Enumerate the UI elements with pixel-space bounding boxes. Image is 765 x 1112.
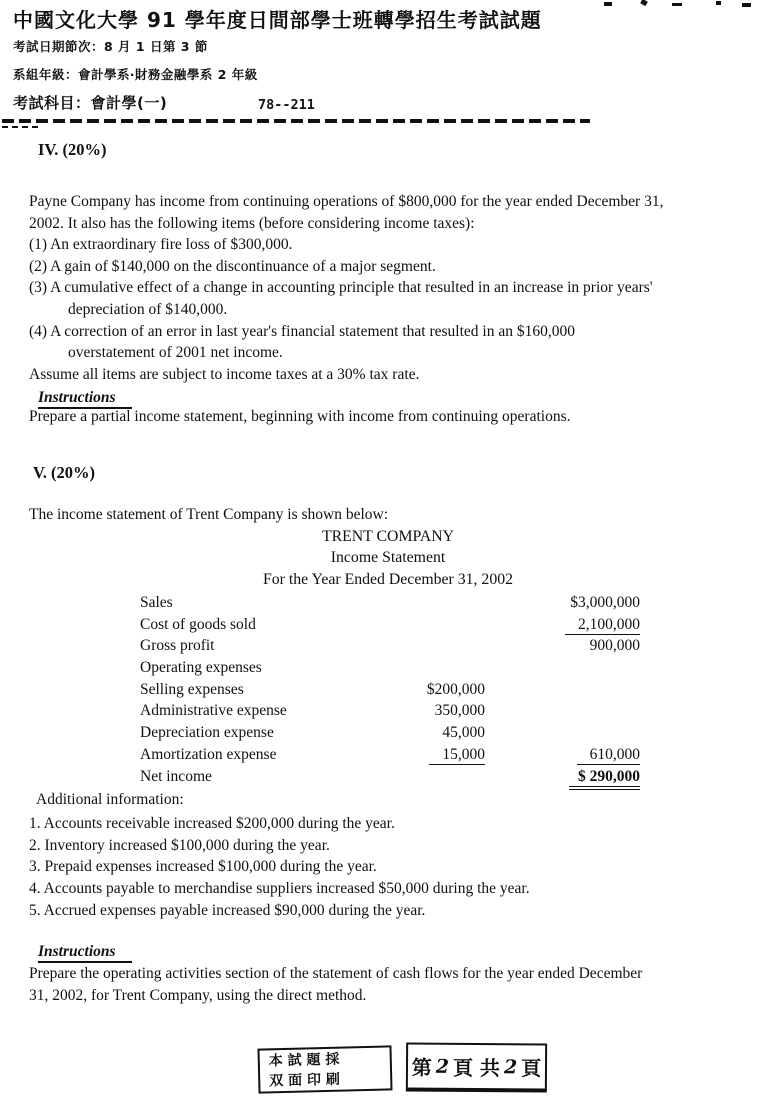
row-label: Operating expenses xyxy=(140,659,262,677)
row-label: Sales xyxy=(140,594,173,611)
page-number-stamp xyxy=(406,1043,547,1093)
income-statement-table xyxy=(140,594,640,789)
text-line: (3) A cumulative effect of a change in accounting principle that resulted in an increase in prior years' xyxy=(29,279,653,297)
page-label-prefix: 第 xyxy=(411,1055,432,1080)
text-line: Prepare the operating activities section of the statement of cash flows for the year ended December xyxy=(29,965,643,982)
table-row xyxy=(140,681,640,703)
table-row xyxy=(140,746,640,768)
text-line: depreciation of $140,000. xyxy=(68,300,228,318)
table-row xyxy=(140,659,640,681)
text-line: 31, 2002, for Trent Company, using the direct method. xyxy=(29,986,367,1004)
list-item: 1. Accounts receivable increased $200,000 during the year. xyxy=(29,815,395,832)
row-amount-right: 2,100,000 xyxy=(485,616,640,635)
list-item: 2. Inventory increased $100,000 during the year. xyxy=(29,836,330,854)
income-statement-header xyxy=(11,526,765,590)
instructions-text-2 xyxy=(29,963,642,1006)
header-separator-fragment xyxy=(2,126,42,128)
double-sided-print-stamp xyxy=(257,1045,392,1093)
row-amount-middle xyxy=(412,616,485,634)
header-separator-line xyxy=(2,119,590,123)
paper-code: 78--211 xyxy=(258,97,315,113)
section-v-intro: The income statement of Trent Company is shown below: xyxy=(29,506,389,523)
text-line: Payne Company has income from continuing operations of $800,000 for the year ended December 31, xyxy=(29,193,664,210)
row-label: Net income xyxy=(140,767,212,785)
instructions-text-1: Prepare a partial income statement, beginning with income from continuing operations. xyxy=(29,408,571,425)
statement-title: Income Statement xyxy=(330,549,446,567)
row-amount-right: 610,000 xyxy=(485,746,640,765)
instructions-heading-1 xyxy=(38,389,132,409)
list-item: 3. Prepaid expenses increased $100,000 during the year. xyxy=(29,858,377,876)
text-line: Assume all items are subject to income taxes at a 30% tax rate. xyxy=(29,365,420,383)
exam-subject: 考試科目：會計學(一) xyxy=(13,94,168,112)
row-label: Administrative expense xyxy=(140,702,287,720)
text-line: 2002. It also has the following items (before considering income taxes): xyxy=(29,214,475,232)
row-amount-middle: 350,000 xyxy=(434,702,485,720)
exam-date-session: 考試日期節次：8 月 1 日第 3 節 xyxy=(13,39,208,54)
row-label: Depreciation expense xyxy=(140,724,274,742)
statement-company: TRENT COMPANY xyxy=(321,528,455,545)
additional-info-heading: Additional information: xyxy=(36,791,184,808)
text-line: overstatement of 2001 net income. xyxy=(68,344,283,362)
row-amount-right: $3,000,000 xyxy=(570,594,640,611)
page-current: 2 xyxy=(435,1055,450,1078)
row-amount-middle xyxy=(412,768,485,786)
row-label: Cost of goods sold xyxy=(140,615,256,633)
list-item: 4. Accounts payable to merchandise suppliers increased $50,000 during the year. xyxy=(29,880,530,898)
section-iv-problem-text xyxy=(29,191,745,385)
table-row xyxy=(140,768,640,790)
row-amount-right xyxy=(485,702,640,720)
instructions-heading-2 xyxy=(38,943,132,963)
row-label: Selling expenses xyxy=(140,680,244,698)
section-v-heading: V. (20%) xyxy=(33,463,96,482)
list-item: 5. Accrued expenses payable increased $90,000 during the year. xyxy=(29,901,426,919)
page-total: 2 xyxy=(503,1055,518,1078)
row-amount-right: 900,000 xyxy=(589,637,640,655)
table-row xyxy=(140,616,640,638)
print-stamp-row: 双 面 印 刷 xyxy=(269,1071,341,1090)
row-amount-middle: 45,000 xyxy=(442,724,485,742)
exam-dept-grade: 系組年級：會計學系‧財務金融學系 2 年級 xyxy=(13,67,258,82)
exam-title: 中國文化大學 91 學年度日間部學士班轉學招生考試試題 xyxy=(13,8,542,32)
additional-info-list xyxy=(29,813,530,922)
table-row xyxy=(140,702,640,724)
row-amount-middle: 15,000 xyxy=(412,746,485,765)
text-line: (1) An extraordinary fire loss of $300,000. xyxy=(29,236,293,254)
row-amount-middle: $200,000 xyxy=(426,680,485,698)
row-amount-right xyxy=(485,724,640,742)
page-label-middle: 頁 共 xyxy=(452,1055,501,1081)
row-amount-middle xyxy=(412,637,485,655)
text-line: (2) A gain of $140,000 on the discontinuance of a major segment. xyxy=(29,257,436,275)
table-row xyxy=(140,594,640,616)
row-amount-middle xyxy=(412,659,485,677)
row-label: Amortization expense xyxy=(140,745,277,763)
row-amount-right xyxy=(485,681,640,699)
table-row xyxy=(140,637,640,659)
text-line: (4) A correction of an error in last year's financial statement that resulted in an $160,000 xyxy=(29,322,575,340)
statement-period: For the Year Ended December 31, 2002 xyxy=(262,570,514,588)
row-amount-right: $ 290,000 xyxy=(485,768,640,790)
page-label-suffix: 頁 xyxy=(521,1056,542,1081)
row-label: Gross profit xyxy=(140,637,215,655)
table-row xyxy=(140,724,640,746)
row-amount-right xyxy=(485,659,640,677)
instructions-heading-text: Instructions xyxy=(38,943,132,963)
section-iv-heading: IV. (20%) xyxy=(38,140,107,159)
print-stamp-row: 本 試 題 採 xyxy=(268,1051,340,1070)
row-amount-middle xyxy=(412,594,485,612)
instructions-heading-text: Instructions xyxy=(38,389,132,409)
